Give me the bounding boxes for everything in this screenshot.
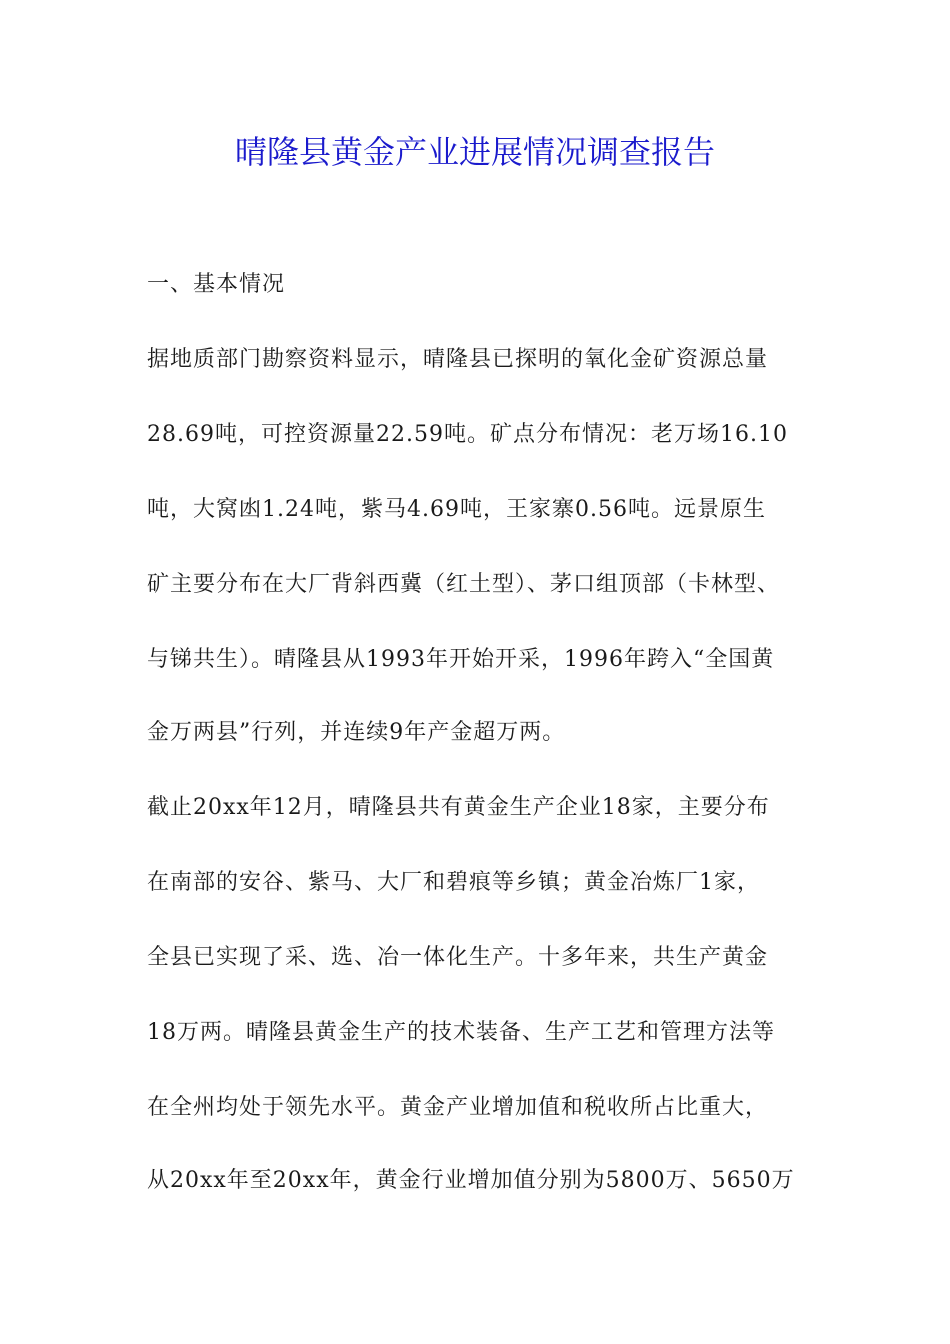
paragraph-2-line-6: 从20xx年至20xx年，黄金行业增加值分别为5800万、5650万 bbox=[147, 1168, 795, 1193]
paragraph-2-line-2: 在南部的安谷、紫马、大厂和碧痕等乡镇；黄金冶炼厂1家， bbox=[147, 870, 760, 895]
paragraph-1-line-5: 与锑共生）。晴隆县从1993年开始开采，1996年跨入“全国黄 bbox=[147, 647, 775, 672]
paragraph-2-line-5: 在全州均处于领先水平。黄金产业增加值和税收所占比重大， bbox=[147, 1095, 769, 1120]
paragraph-1-line-2: 28.69吨，可控资源量22.59吨。矿点分布情况：老万场16.10 bbox=[147, 422, 788, 447]
section-heading: 一、基本情况 bbox=[147, 272, 286, 297]
paragraph-1-line-1: 据地质部门勘察资料显示，晴隆县已探明的氧化金矿资源总量 bbox=[147, 347, 769, 372]
paragraph-2-line-1: 截止20xx年12月，晴隆县共有黄金生产企业18家，主要分布 bbox=[147, 795, 770, 820]
paragraph-1-line-3: 吨，大窝凼1.24吨，紫马4.69吨，王家寨0.56吨。远景原生 bbox=[147, 497, 766, 522]
paragraph-1-line-6: 金万两县”行列，并连续9年产金超万两。 bbox=[147, 720, 566, 745]
paragraph-2-line-4: 18万两。晴隆县黄金生产的技术装备、生产工艺和管理方法等 bbox=[147, 1020, 775, 1045]
document-title: 晴隆县黄金产业进展情况调查报告 bbox=[234, 133, 715, 171]
paragraph-2-line-3: 全县已实现了采、选、冶一体化生产。十多年来，共生产黄金 bbox=[147, 945, 769, 970]
paragraph-1-line-4: 矿主要分布在大厂背斜西冀（红土型）、茅口组顶部（卡林型、 bbox=[147, 572, 781, 597]
